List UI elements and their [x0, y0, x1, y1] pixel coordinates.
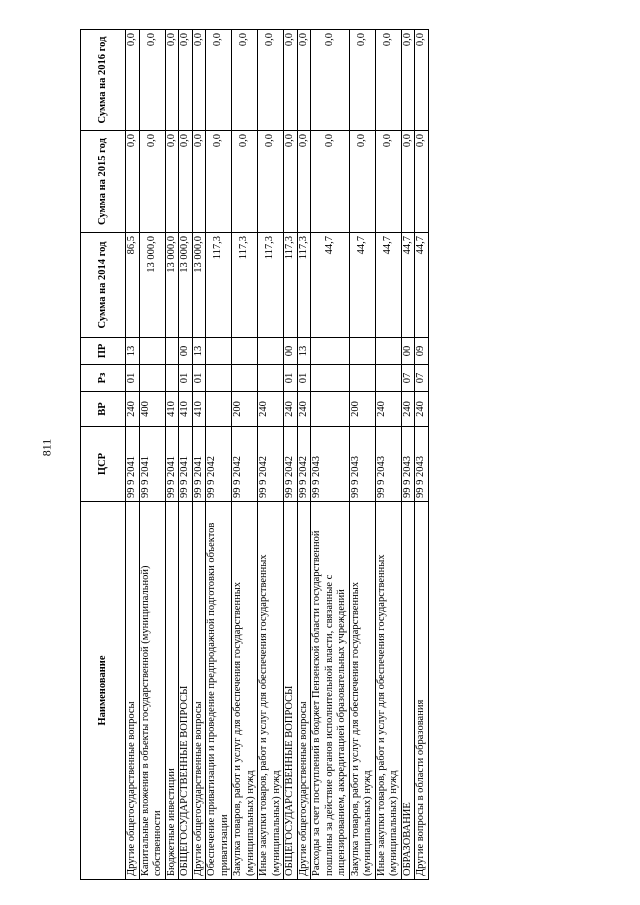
cell-csr: 99 9 2042: [206, 427, 232, 502]
cell-vr: 410: [179, 392, 193, 427]
table-row: [126, 30, 140, 880]
cell-csr: 99 9 2042: [258, 427, 284, 502]
cell-vr: 410: [192, 392, 206, 427]
cell-rz: 01: [284, 365, 298, 392]
cell-pr: [139, 338, 165, 365]
cell-s2015: 0,0: [415, 131, 429, 233]
cell-s2016: 0,0: [311, 30, 350, 131]
cell-csr: 99 9 2042: [284, 427, 298, 502]
cell-rz: [206, 365, 232, 392]
cell-rz: [258, 365, 284, 392]
cell-name: Расходы за счет поступлений в бюджет Пензенской области государственной пошлины за действие органов исполнительной власти, связанные с лицензированием, аккредитацией образовательных учреждений: [311, 502, 350, 880]
cell-csr: 99 9 2043: [401, 427, 415, 502]
cell-s2015: 0,0: [375, 131, 401, 233]
cell-s2016: 0,0: [126, 30, 140, 131]
cell-s2016: 0,0: [165, 30, 179, 131]
table-row: [311, 30, 350, 880]
cell-vr: [206, 392, 232, 427]
cell-pr: [349, 338, 375, 365]
cell-s2015: 0,0: [401, 131, 415, 233]
cell-rz: 01: [126, 365, 140, 392]
cell-s2014: 86,5: [126, 233, 140, 338]
cell-s2014: 44,7: [401, 233, 415, 338]
cell-s2015: 0,0: [284, 131, 298, 233]
cell-s2015: 0,0: [258, 131, 284, 233]
rotated-page: [80, 30, 478, 880]
cell-rz: [165, 365, 179, 392]
cell-rz: 01: [297, 365, 311, 392]
cell-s2016: 0,0: [139, 30, 165, 131]
cell-name: Другие вопросы в области образования: [415, 502, 429, 880]
cell-vr: 240: [284, 392, 298, 427]
cell-vr: 410: [165, 392, 179, 427]
cell-s2014: 117,3: [258, 233, 284, 338]
cell-pr: 13: [192, 338, 206, 365]
table-body: [126, 30, 429, 880]
cell-name: Капитальные вложения в объекты государственной (муниципальной) собственности: [139, 502, 165, 880]
cell-s2015: 0,0: [349, 131, 375, 233]
cell-name: Бюджетные инвестиции: [165, 502, 179, 880]
cell-rz: 07: [401, 365, 415, 392]
cell-s2014: 44,7: [415, 233, 429, 338]
cell-csr: 99 9 2041: [192, 427, 206, 502]
cell-pr: [375, 338, 401, 365]
cell-rz: [311, 365, 350, 392]
table-row: [192, 30, 206, 880]
cell-vr: 240: [375, 392, 401, 427]
budget-table: [80, 29, 429, 880]
table-row: [415, 30, 429, 880]
cell-s2014: 117,3: [297, 233, 311, 338]
cell-name: Обеспечение приватизации и проведение предпродажной подготовки объектов приватизации: [206, 502, 232, 880]
table-row: [139, 30, 165, 880]
cell-vr: 200: [349, 392, 375, 427]
cell-pr: 13: [297, 338, 311, 365]
cell-s2015: 0,0: [311, 131, 350, 233]
cell-rz: [375, 365, 401, 392]
cell-s2014: 44,7: [375, 233, 401, 338]
cell-pr: [165, 338, 179, 365]
cell-vr: 240: [401, 392, 415, 427]
cell-name: ОБЩЕГОСУДАРСТВЕННЫЕ ВОПРОСЫ: [284, 502, 298, 880]
table-row: [179, 30, 193, 880]
cell-s2016: 0,0: [206, 30, 232, 131]
table-row: [297, 30, 311, 880]
cell-vr: 400: [139, 392, 165, 427]
table-row: [165, 30, 179, 880]
header-row: [81, 30, 126, 880]
cell-name: ОБЩЕГОСУДАРСТВЕННЫЕ ВОПРОСЫ: [179, 502, 193, 880]
cell-name: Другие общегосударственные вопросы: [297, 502, 311, 880]
cell-rz: [232, 365, 258, 392]
cell-s2014: 13 000,0: [139, 233, 165, 338]
table-row: [206, 30, 232, 880]
cell-s2015: 0,0: [126, 131, 140, 233]
cell-s2014: 44,7: [311, 233, 350, 338]
cell-s2015: 0,0: [206, 131, 232, 233]
cell-s2014: 117,3: [206, 233, 232, 338]
cell-name: Закупка товаров, работ и услуг для обеспечения государственных (муниципальных) нужд: [349, 502, 375, 880]
cell-vr: 240: [126, 392, 140, 427]
cell-rz: [139, 365, 165, 392]
cell-pr: 00: [179, 338, 193, 365]
cell-vr: 240: [297, 392, 311, 427]
cell-rz: [349, 365, 375, 392]
header-name: Наименование: [81, 502, 126, 880]
cell-vr: 240: [258, 392, 284, 427]
cell-s2014: 44,7: [349, 233, 375, 338]
cell-s2014: 117,3: [232, 233, 258, 338]
cell-s2016: 0,0: [192, 30, 206, 131]
cell-pr: 00: [284, 338, 298, 365]
cell-s2016: 0,0: [415, 30, 429, 131]
table-row: [375, 30, 401, 880]
cell-vr: 240: [415, 392, 429, 427]
cell-csr: 99 9 2043: [415, 427, 429, 502]
table-row: [401, 30, 415, 880]
cell-s2014: 13 000,0: [165, 233, 179, 338]
cell-rz: 01: [192, 365, 206, 392]
cell-csr: 99 9 2042: [232, 427, 258, 502]
cell-csr: 99 9 2043: [375, 427, 401, 502]
cell-s2014: 117,3: [284, 233, 298, 338]
table-row: [284, 30, 298, 880]
cell-s2015: 0,0: [165, 131, 179, 233]
cell-pr: 00: [401, 338, 415, 365]
cell-name: Другие общегосударственные вопросы: [126, 502, 140, 880]
cell-s2016: 0,0: [232, 30, 258, 131]
cell-name: Закупка товаров, работ и услуг для обеспечения государственных (муниципальных) нужд: [232, 502, 258, 880]
cell-csr: 99 9 2041: [139, 427, 165, 502]
header-sum-2015: Сумма на 2015 год: [81, 131, 126, 233]
cell-s2015: 0,0: [179, 131, 193, 233]
cell-pr: [311, 338, 350, 365]
cell-s2016: 0,0: [349, 30, 375, 131]
header-vr: ВР: [81, 392, 126, 427]
cell-pr: [258, 338, 284, 365]
cell-rz: 07: [415, 365, 429, 392]
cell-csr: 99 9 2041: [179, 427, 193, 502]
cell-csr: 99 9 2041: [126, 427, 140, 502]
cell-csr: 99 9 2043: [311, 427, 350, 502]
cell-pr: [232, 338, 258, 365]
cell-s2016: 0,0: [297, 30, 311, 131]
cell-s2016: 0,0: [375, 30, 401, 131]
table-row: [232, 30, 258, 880]
cell-s2015: 0,0: [192, 131, 206, 233]
cell-s2016: 0,0: [179, 30, 193, 131]
cell-name: Иные закупки товаров, работ и услуг для обеспечения государственных (муниципальных) нужд: [258, 502, 284, 880]
cell-s2014: 13 000,0: [192, 233, 206, 338]
cell-name: ОБРАЗОВАНИЕ: [401, 502, 415, 880]
cell-s2015: 0,0: [297, 131, 311, 233]
cell-rz: 01: [179, 365, 193, 392]
cell-csr: 99 9 2042: [297, 427, 311, 502]
cell-s2015: 0,0: [139, 131, 165, 233]
header-rz: Рз: [81, 365, 126, 392]
header-csr: ЦСР: [81, 427, 126, 502]
cell-pr: 09: [415, 338, 429, 365]
cell-name: Другие общегосударственные вопросы: [192, 502, 206, 880]
cell-pr: 13: [126, 338, 140, 365]
cell-vr: 200: [232, 392, 258, 427]
header-pr: ПР: [81, 338, 126, 365]
page-number: 811: [39, 438, 54, 457]
header-sum-2016: Сумма на 2016 год: [81, 30, 126, 131]
table-row: [349, 30, 375, 880]
cell-csr: 99 9 2043: [349, 427, 375, 502]
cell-s2014: 13 000,0: [179, 233, 193, 338]
cell-csr: 99 9 2041: [165, 427, 179, 502]
cell-s2016: 0,0: [401, 30, 415, 131]
cell-name: Иные закупки товаров, работ и услуг для обеспечения государственных (муниципальных) нужд: [375, 502, 401, 880]
header-sum-2014: Сумма на 2014 год: [81, 233, 126, 338]
cell-pr: [206, 338, 232, 365]
table-row: [258, 30, 284, 880]
cell-s2015: 0,0: [232, 131, 258, 233]
cell-s2016: 0,0: [284, 30, 298, 131]
cell-s2016: 0,0: [258, 30, 284, 131]
cell-vr: [311, 392, 350, 427]
